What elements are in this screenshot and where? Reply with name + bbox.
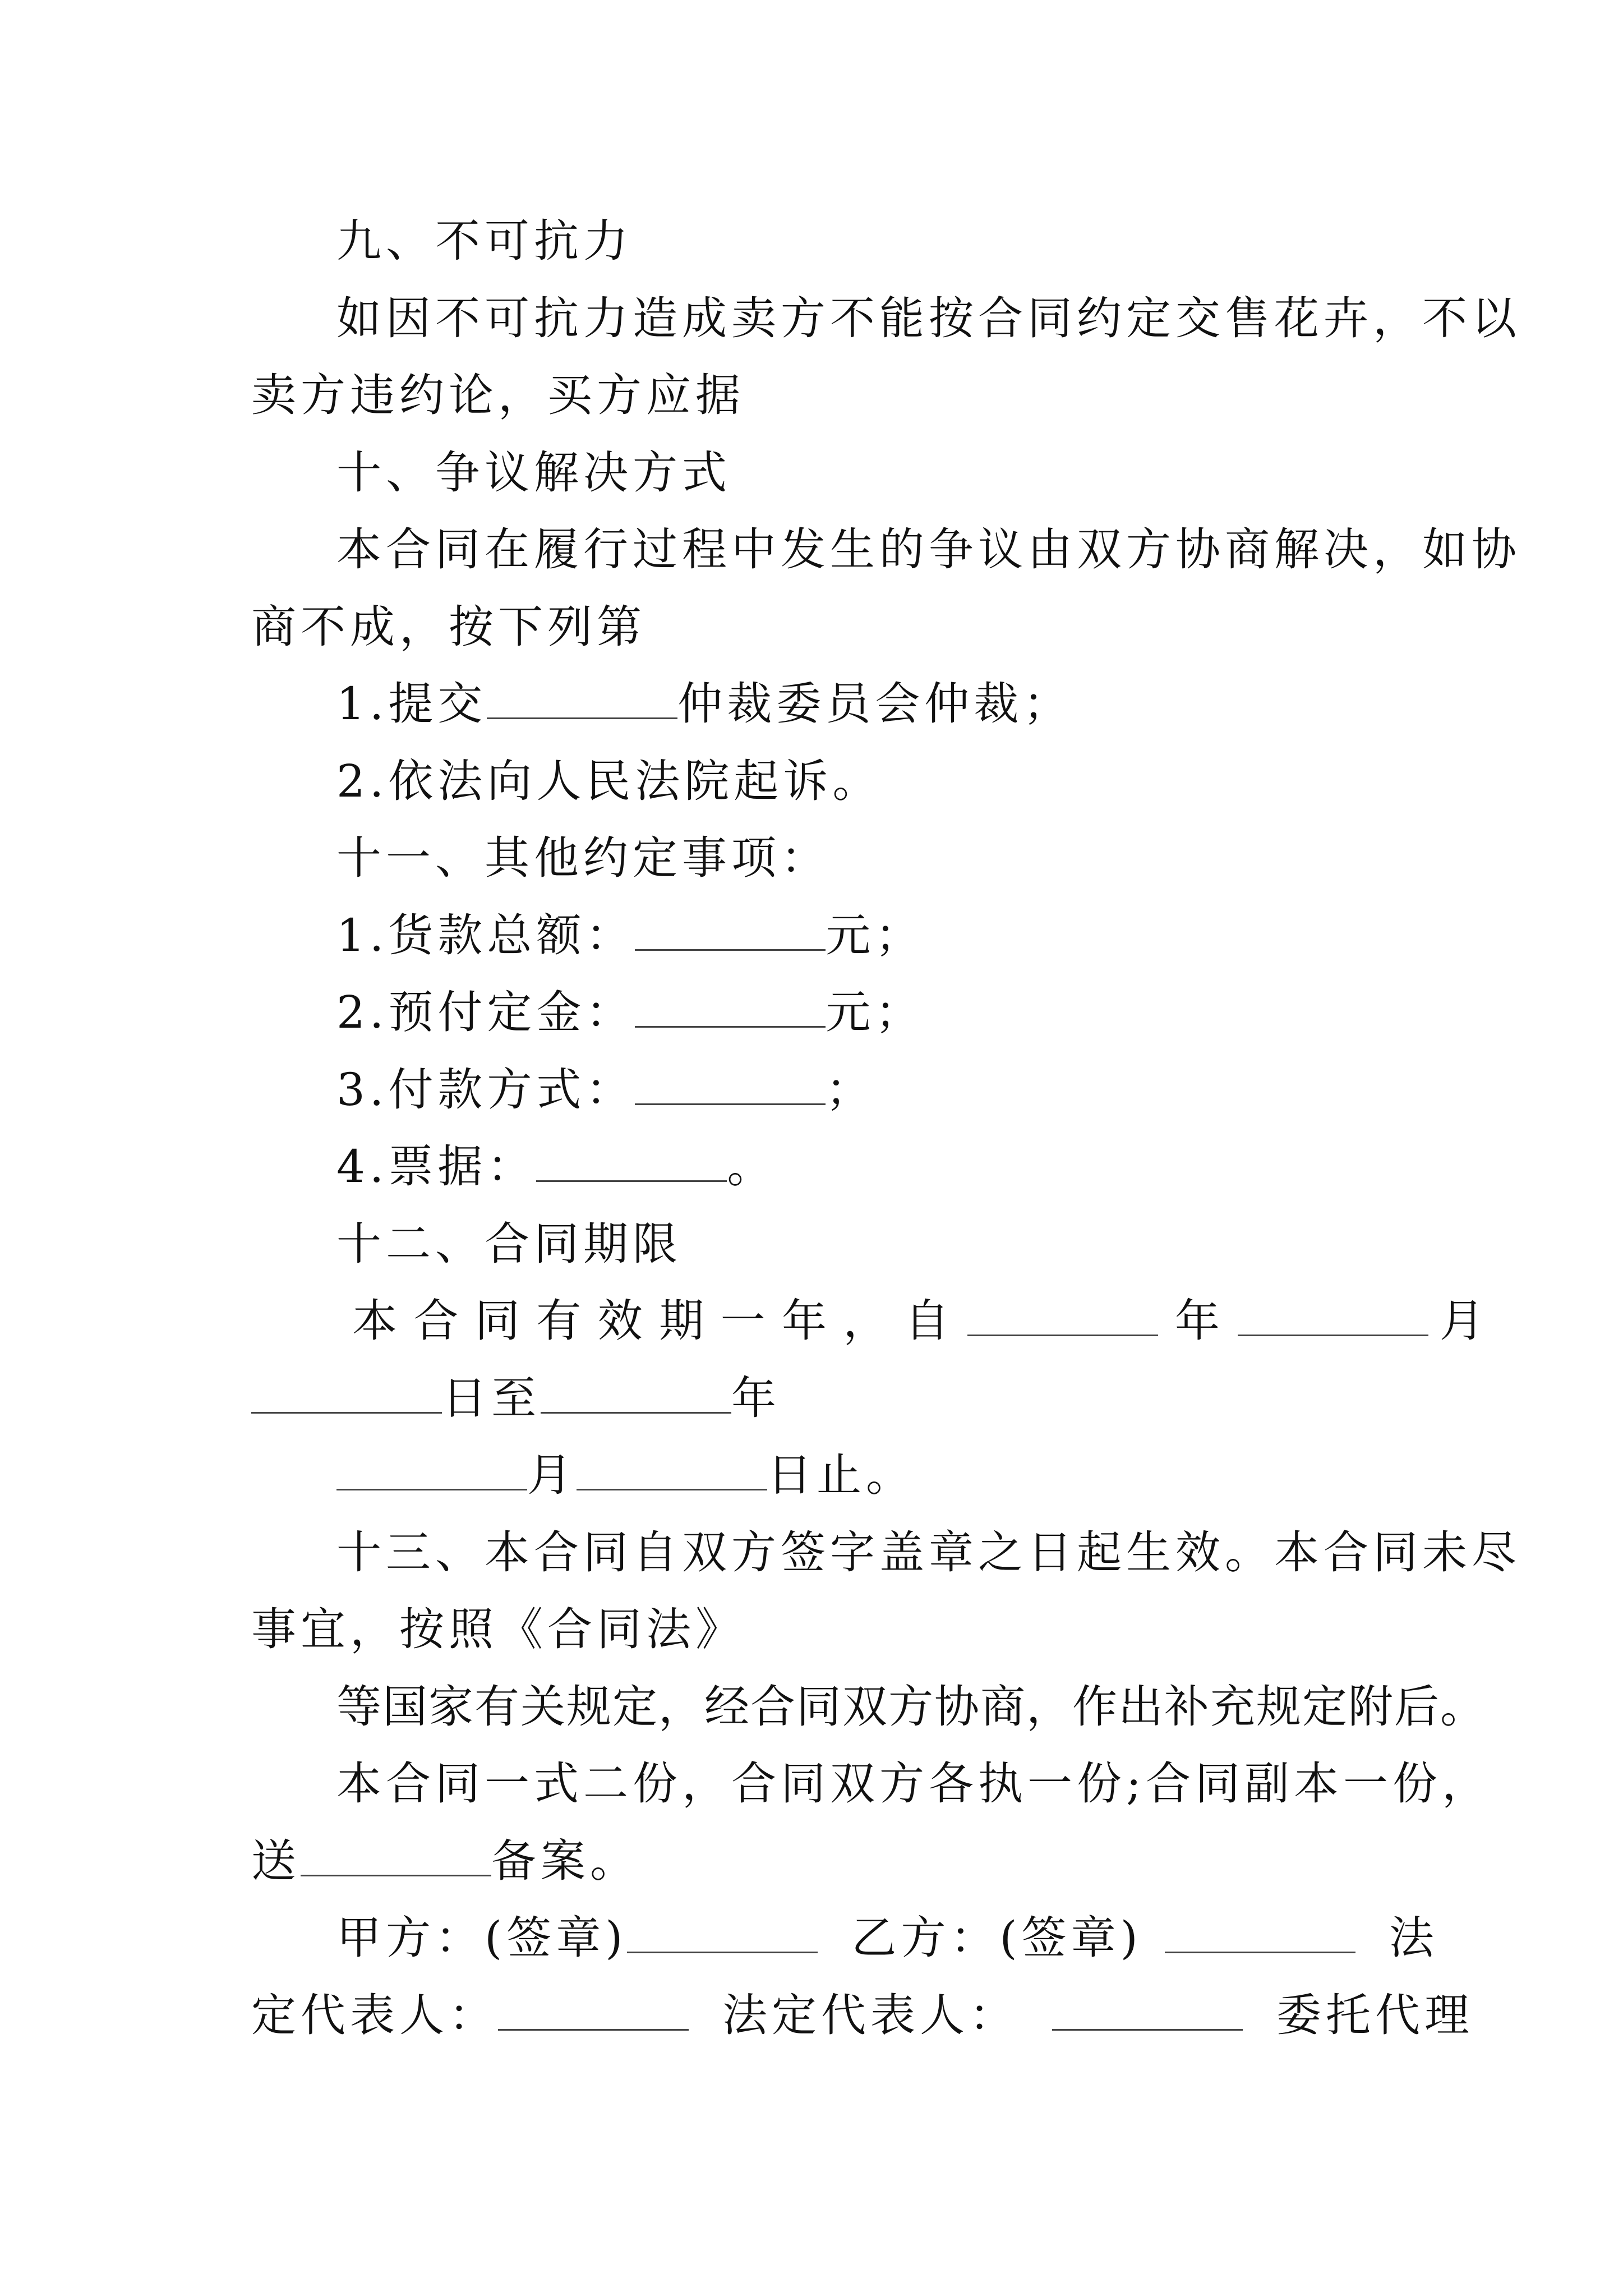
- list-item: 2.预付定金： 元；: [336, 984, 924, 1041]
- signature-line: 定代表人： 法定代表人： 委托代理: [251, 1987, 1474, 2044]
- list-item: 2.依法向人民法院起诉。: [336, 755, 882, 807]
- fill-blank[interactable]: [627, 1910, 818, 1953]
- section-heading-12: 十二、合同期限: [336, 1218, 682, 1270]
- section-heading-9: 九、不可抗力: [336, 215, 633, 267]
- section-heading-13: 十三、本合同自双方签字盖章之日起生效。本合同未尽: [336, 1526, 1521, 1579]
- paragraph-line: 卖方违约论，买方应据: [251, 369, 745, 421]
- fill-blank[interactable]: [635, 908, 826, 951]
- fill-blank[interactable]: [635, 984, 826, 1028]
- paragraph-line: 如因不可抗力造成卖方不能按合同约定交售花卉，不以: [336, 292, 1521, 344]
- list-item: 4.票据： 。: [336, 1139, 776, 1195]
- fill-blank[interactable]: [487, 676, 677, 719]
- fill-blank[interactable]: [536, 1139, 727, 1182]
- fill-blank[interactable]: [498, 1987, 689, 2031]
- paragraph-line: 等国家有关规定，经合同双方协商，作出补充规定附后。: [336, 1681, 1486, 1733]
- paragraph-line: 日至 年: [251, 1370, 781, 1427]
- fill-blank[interactable]: [635, 1062, 826, 1105]
- fill-blank[interactable]: [336, 1447, 527, 1490]
- fill-blank[interactable]: [251, 1370, 442, 1414]
- paragraph-line: 送 备案。: [251, 1833, 639, 1889]
- list-item: 3.付款方式： ；: [336, 1062, 875, 1118]
- fill-blank[interactable]: [967, 1293, 1158, 1336]
- paragraph-line: 事宜，按照《合同法》: [251, 1603, 745, 1655]
- fill-blank[interactable]: [301, 1833, 491, 1876]
- list-item: 1.提交 仲裁委员会仲裁；: [336, 676, 1072, 732]
- paragraph-line: 本合同一式二份，合同双方各执一份;合同副本一份，: [336, 1757, 1491, 1810]
- paragraph-line: 本 合 同 有 效 期 一 年 ， 自 年 月: [352, 1293, 1486, 1349]
- section-heading-11: 十一、其他约定事项：: [336, 832, 830, 884]
- paragraph-line: 商不成，按下列第: [251, 601, 646, 653]
- paragraph-line: 本合同在履行过程中发生的争议由双方协商解决，如协: [336, 523, 1521, 576]
- fill-blank[interactable]: [1052, 1987, 1243, 2031]
- paragraph-line: 月 日止。: [336, 1447, 915, 1503]
- fill-blank[interactable]: [577, 1447, 767, 1490]
- section-heading-10: 十、争议解决方式: [336, 447, 731, 499]
- fill-blank[interactable]: [1238, 1293, 1428, 1336]
- fill-blank[interactable]: [1165, 1910, 1355, 1953]
- signature-line: 甲方：(签章) 乙方：(签章) 法: [336, 1910, 1438, 1966]
- fill-blank[interactable]: [541, 1370, 731, 1414]
- list-item: 1.货款总额： 元；: [336, 908, 924, 964]
